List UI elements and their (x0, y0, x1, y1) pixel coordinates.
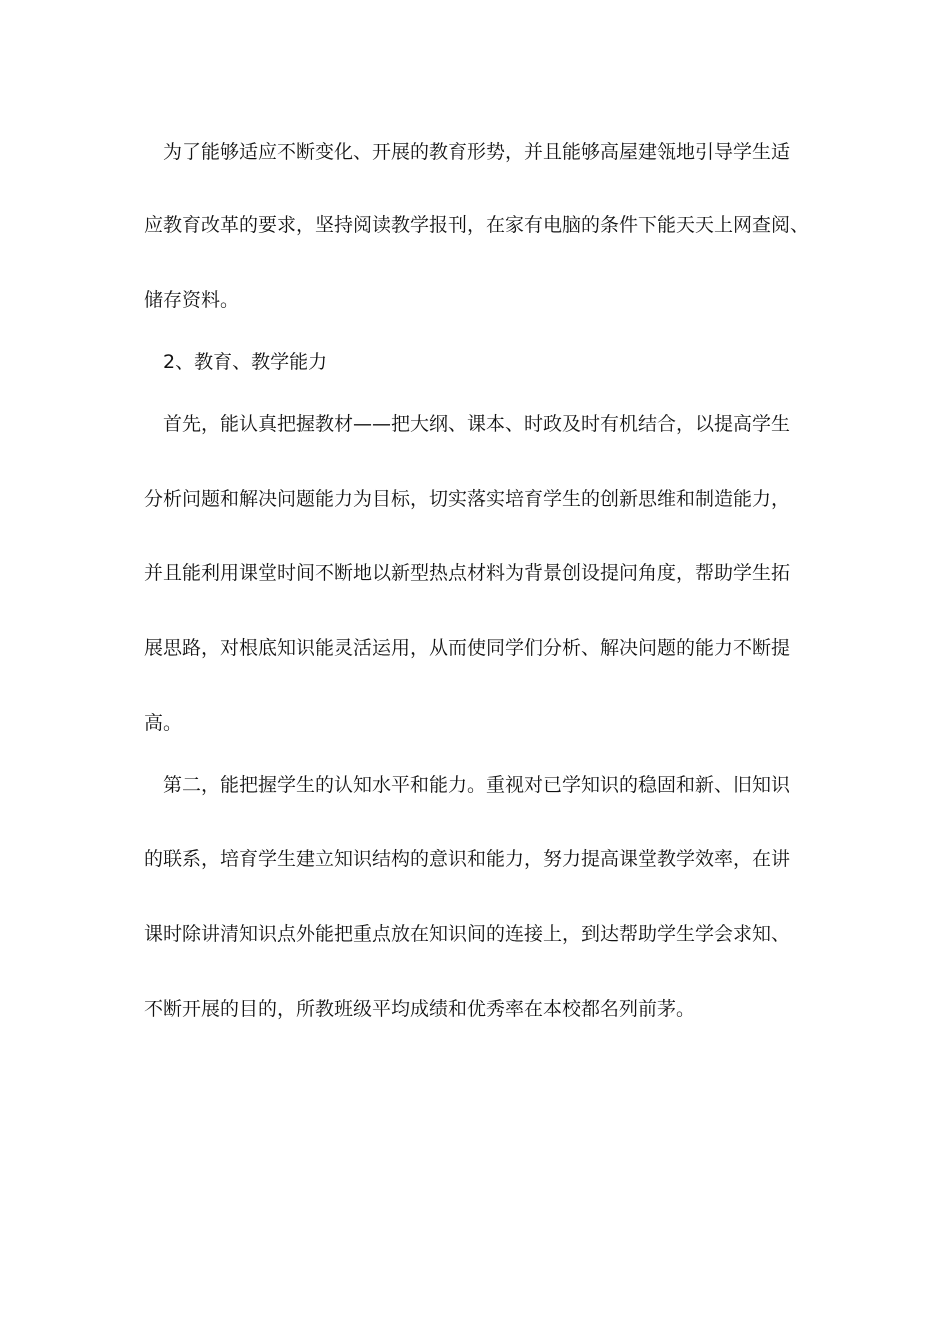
paragraph-2-line-4: 展思路，对根底知识能灵活运用，从而使同学们分析、解决问题的能力不断提 (144, 637, 791, 659)
paragraph-1-line-1: 为了能够适应不断变化、开展的教育形势，并且能够高屋建瓴地引导学生适 (163, 141, 791, 163)
paragraph-3-line-4: 不断开展的目的，所教班级平均成绩和优秀率在本校都名列前茅。 (144, 998, 696, 1020)
paragraph-2-line-2: 分析问题和解决问题能力为目标，切实落实培育学生的创新思维和制造能力， (144, 488, 791, 510)
paragraph-2-line-5: 高。 (144, 712, 183, 734)
paragraph-1-line-2: 应教育改革的要求，坚持阅读教学报刊，在家有电脑的条件下能天天上网查阅、 (144, 214, 810, 236)
paragraph-2-line-1: 首先，能认真把握教材——把大纲、课本、时政及时有机结合，以提高学生 (163, 413, 791, 435)
paragraph-2-line-3: 并且能利用课堂时间不断地以新型热点材料为背景创设提问角度，帮助学生拓 (144, 562, 791, 584)
paragraph-1-line-3: 储存资料。 (144, 289, 240, 311)
paragraph-3-line-3: 课时除讲清知识点外能把重点放在知识间的连接上，到达帮助学生学会求知、 (144, 923, 791, 945)
paragraph-3-line-1: 第二，能把握学生的认知水平和能力。重视对已学知识的稳固和新、旧知识 (163, 774, 791, 796)
paragraph-3-line-2: 的联系，培育学生建立知识结构的意识和能力，努力提高课堂教学效率，在讲 (144, 848, 791, 870)
section-heading: 2、教育、教学能力 (163, 351, 328, 373)
